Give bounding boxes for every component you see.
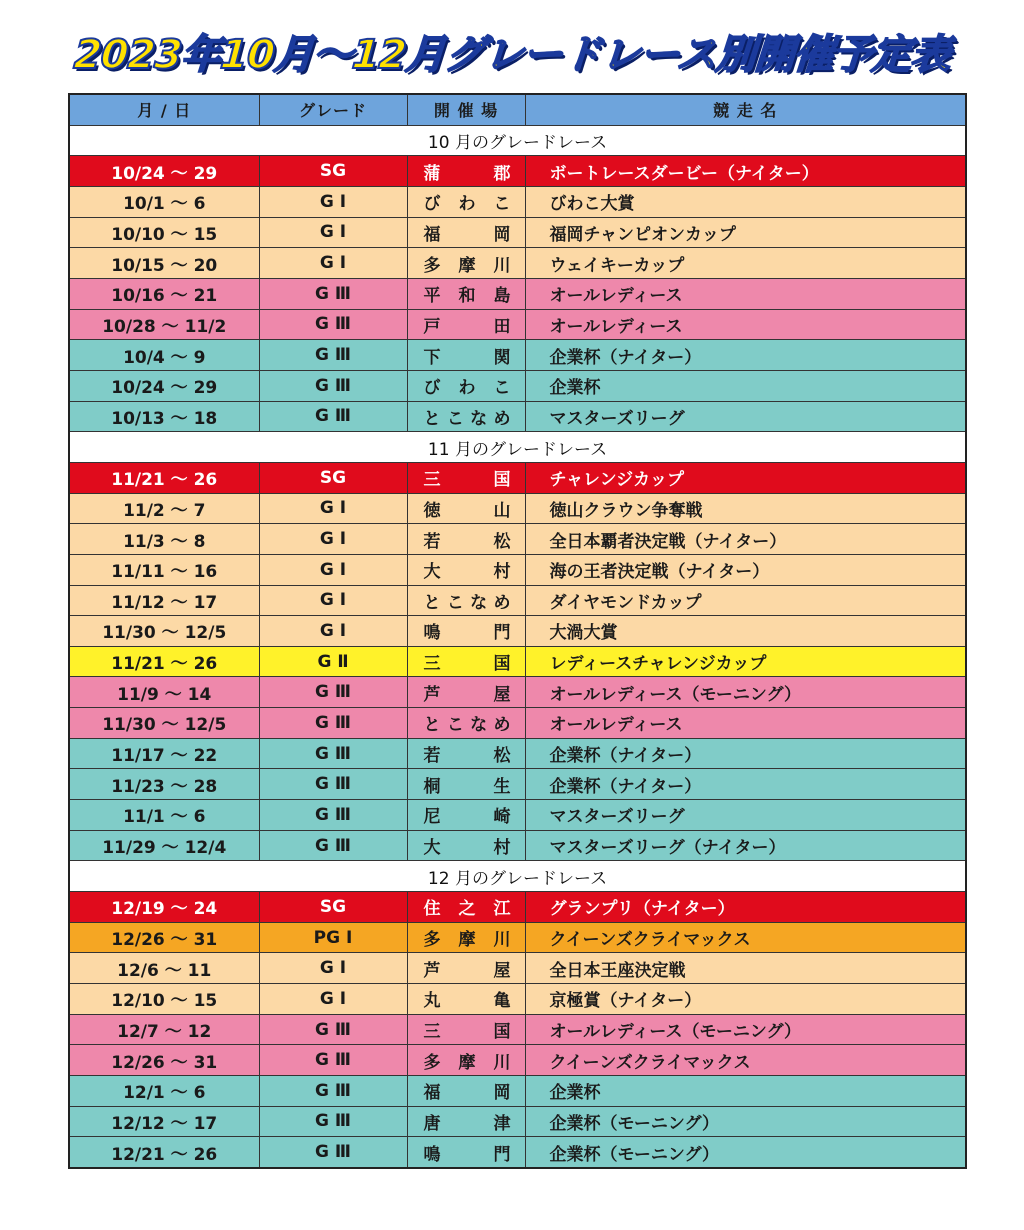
table-row [69, 156, 966, 187]
date-cell: 10/4 ～ 9 [69, 340, 259, 371]
table-row [69, 309, 966, 340]
race-name-cell: ウェイキーカップ [525, 248, 966, 279]
date-cell: 10/1 ～ 6 [69, 186, 259, 217]
date-cell: 12/7 ～ 12 [69, 1014, 259, 1045]
table-row [69, 1106, 966, 1137]
venue-cell: 多摩川 [407, 1045, 525, 1076]
title-banner [0, 22, 1024, 88]
date-cell: 11/23 ～ 28 [69, 769, 259, 800]
date-cell: 10/16 ～ 21 [69, 278, 259, 309]
grade-cell: G Ⅰ [259, 524, 407, 555]
date-cell: 11/29 ～ 12/4 [69, 830, 259, 861]
table-row [69, 1014, 966, 1045]
venue-cell: 蒲郡 [407, 156, 525, 187]
section-label: 12 月のグレードレース [69, 861, 966, 892]
venue-cell: とこなめ [407, 708, 525, 739]
grade-cell: G Ⅰ [259, 248, 407, 279]
venue-cell: 若松 [407, 738, 525, 769]
venue-cell: 徳山 [407, 493, 525, 524]
table-row [69, 984, 966, 1015]
race-name-cell: 企業杯（ナイター） [525, 769, 966, 800]
date-cell: 12/1 ～ 6 [69, 1076, 259, 1107]
table-row [69, 217, 966, 248]
date-cell: 11/9 ～ 14 [69, 677, 259, 708]
table-row [69, 1137, 966, 1168]
page-title: 2023年10月～12月グレードレース別開催予定表 [72, 32, 952, 78]
table-row [69, 708, 966, 739]
race-name-cell: クイーンズクライマックス [525, 1045, 966, 1076]
date-cell: 11/17 ～ 22 [69, 738, 259, 769]
grade-cell: G Ⅲ [259, 677, 407, 708]
table-row [69, 278, 966, 309]
table-row [69, 1045, 966, 1076]
venue-cell: びわこ [407, 370, 525, 401]
venue-cell: 鳴門 [407, 616, 525, 647]
date-cell: 10/10 ～ 15 [69, 217, 259, 248]
header-grade: グレード [259, 94, 407, 125]
section-label: 10 月のグレードレース [69, 125, 966, 156]
table-row [69, 800, 966, 831]
race-name-cell: オールレディース（モーニング） [525, 1014, 966, 1045]
venue-cell: とこなめ [407, 585, 525, 616]
grade-cell: G Ⅰ [259, 585, 407, 616]
venue-cell: 福岡 [407, 217, 525, 248]
venue-cell: 戸田 [407, 309, 525, 340]
grade-cell: G Ⅲ [259, 708, 407, 739]
grade-cell: G Ⅲ [259, 769, 407, 800]
venue-cell: 多摩川 [407, 922, 525, 953]
header-race: 競 走 名 [525, 94, 966, 125]
grade-cell: G Ⅰ [259, 616, 407, 647]
race-name-cell: ボートレースダービー（ナイター） [525, 156, 966, 187]
date-cell: 12/21 ～ 26 [69, 1137, 259, 1168]
date-cell: 11/21 ～ 26 [69, 646, 259, 677]
date-cell: 11/21 ～ 26 [69, 462, 259, 493]
date-cell: 12/6 ～ 11 [69, 953, 259, 984]
grade-cell: G Ⅲ [259, 830, 407, 861]
date-cell: 11/11 ～ 16 [69, 554, 259, 585]
date-cell: 11/12 ～ 17 [69, 585, 259, 616]
race-name-cell: オールレディース（モーニング） [525, 677, 966, 708]
venue-cell: 大村 [407, 554, 525, 585]
date-cell: 11/30 ～ 12/5 [69, 708, 259, 739]
venue-cell: 下関 [407, 340, 525, 371]
table-row [69, 186, 966, 217]
race-name-cell: 企業杯（ナイター） [525, 340, 966, 371]
venue-cell: 平和島 [407, 278, 525, 309]
table-row [69, 462, 966, 493]
table-row [69, 616, 966, 647]
date-cell: 12/26 ～ 31 [69, 922, 259, 953]
race-name-cell: マスターズリーグ [525, 800, 966, 831]
grade-cell: G Ⅲ [259, 800, 407, 831]
date-cell: 12/10 ～ 15 [69, 984, 259, 1015]
date-cell: 10/28 ～ 11/2 [69, 309, 259, 340]
venue-cell: 住之江 [407, 892, 525, 923]
venue-cell: 三国 [407, 1014, 525, 1045]
date-cell: 11/2 ～ 7 [69, 493, 259, 524]
table-row [69, 677, 966, 708]
date-cell: 10/24 ～ 29 [69, 156, 259, 187]
date-cell: 12/26 ～ 31 [69, 1045, 259, 1076]
table-row [69, 953, 966, 984]
race-name-cell: 全日本覇者決定戦（ナイター） [525, 524, 966, 555]
table-row [69, 769, 966, 800]
table-row [69, 370, 966, 401]
date-cell: 12/19 ～ 24 [69, 892, 259, 923]
date-cell: 10/15 ～ 20 [69, 248, 259, 279]
table-row [69, 738, 966, 769]
race-name-cell: 企業杯 [525, 1076, 966, 1107]
race-name-cell: 企業杯 [525, 370, 966, 401]
table-row [69, 340, 966, 371]
grade-cell: G Ⅲ [259, 738, 407, 769]
venue-cell: 丸亀 [407, 984, 525, 1015]
venue-cell: 芦屋 [407, 953, 525, 984]
table-row [69, 248, 966, 279]
venue-cell: 唐津 [407, 1106, 525, 1137]
race-name-cell: 徳山クラウン争奪戦 [525, 493, 966, 524]
race-name-cell: ダイヤモンドカップ [525, 585, 966, 616]
header-date: 月 / 日 [69, 94, 259, 125]
venue-cell: びわこ [407, 186, 525, 217]
grade-cell: G Ⅰ [259, 953, 407, 984]
grade-cell: G Ⅰ [259, 493, 407, 524]
race-name-cell: グランプリ（ナイター） [525, 892, 966, 923]
grade-cell: SG [259, 462, 407, 493]
table-row [69, 892, 966, 923]
race-name-cell: マスターズリーグ（ナイター） [525, 830, 966, 861]
race-name-cell: 福岡チャンピオンカップ [525, 217, 966, 248]
table-row [69, 554, 966, 585]
venue-cell: 多摩川 [407, 248, 525, 279]
table-row [69, 830, 966, 861]
venue-cell: 若松 [407, 524, 525, 555]
section-header-row [69, 125, 966, 156]
grade-cell: G Ⅲ [259, 340, 407, 371]
venue-cell: 鳴門 [407, 1137, 525, 1168]
grade-cell: PG Ⅰ [259, 922, 407, 953]
date-cell: 10/24 ～ 29 [69, 370, 259, 401]
date-cell: 11/3 ～ 8 [69, 524, 259, 555]
grade-cell: SG [259, 892, 407, 923]
table-row [69, 585, 966, 616]
race-name-cell: マスターズリーグ [525, 401, 966, 432]
schedule-body [69, 125, 966, 1168]
schedule-table [68, 93, 967, 1169]
date-cell: 12/12 ～ 17 [69, 1106, 259, 1137]
grade-cell: G Ⅰ [259, 217, 407, 248]
grade-cell: G Ⅲ [259, 401, 407, 432]
grade-cell: G Ⅲ [259, 309, 407, 340]
race-name-cell: 企業杯（モーニング） [525, 1137, 966, 1168]
grade-cell: G Ⅲ [259, 1076, 407, 1107]
table-row [69, 1076, 966, 1107]
race-name-cell: 海の王者決定戦（ナイター） [525, 554, 966, 585]
race-name-cell: 大渦大賞 [525, 616, 966, 647]
venue-cell: 大村 [407, 830, 525, 861]
table-row [69, 524, 966, 555]
grade-cell: G Ⅲ [259, 1137, 407, 1168]
section-header-row [69, 861, 966, 892]
venue-cell: 福岡 [407, 1076, 525, 1107]
grade-cell: G Ⅲ [259, 370, 407, 401]
date-cell: 11/1 ～ 6 [69, 800, 259, 831]
race-name-cell: レディースチャレンジカップ [525, 646, 966, 677]
date-cell: 11/30 ～ 12/5 [69, 616, 259, 647]
table-row [69, 922, 966, 953]
race-name-cell: チャレンジカップ [525, 462, 966, 493]
race-name-cell: びわこ大賞 [525, 186, 966, 217]
grade-cell: G Ⅰ [259, 984, 407, 1015]
venue-cell: 尼崎 [407, 800, 525, 831]
table-row [69, 646, 966, 677]
race-name-cell: 全日本王座決定戦 [525, 953, 966, 984]
header-row [69, 94, 966, 125]
venue-cell: とこなめ [407, 401, 525, 432]
grade-cell: G Ⅲ [259, 278, 407, 309]
race-name-cell: クイーンズクライマックス [525, 922, 966, 953]
venue-cell: 三国 [407, 646, 525, 677]
grade-cell: G Ⅱ [259, 646, 407, 677]
venue-cell: 桐生 [407, 769, 525, 800]
grade-cell: G Ⅰ [259, 554, 407, 585]
grade-cell: G Ⅲ [259, 1106, 407, 1137]
race-name-cell: 企業杯（モーニング） [525, 1106, 966, 1137]
venue-cell: 芦屋 [407, 677, 525, 708]
section-header-row [69, 432, 966, 463]
venue-cell: 三国 [407, 462, 525, 493]
section-label: 11 月のグレードレース [69, 432, 966, 463]
table-row [69, 401, 966, 432]
date-cell: 10/13 ～ 18 [69, 401, 259, 432]
table-row [69, 493, 966, 524]
race-name-cell: オールレディース [525, 278, 966, 309]
grade-cell: G Ⅲ [259, 1045, 407, 1076]
race-name-cell: オールレディース [525, 309, 966, 340]
race-name-cell: 企業杯（ナイター） [525, 738, 966, 769]
grade-cell: G Ⅲ [259, 1014, 407, 1045]
race-name-cell: オールレディース [525, 708, 966, 739]
race-name-cell: 京極賞（ナイター） [525, 984, 966, 1015]
grade-cell: G Ⅰ [259, 186, 407, 217]
header-venue: 開 催 場 [407, 94, 525, 125]
grade-cell: SG [259, 156, 407, 187]
